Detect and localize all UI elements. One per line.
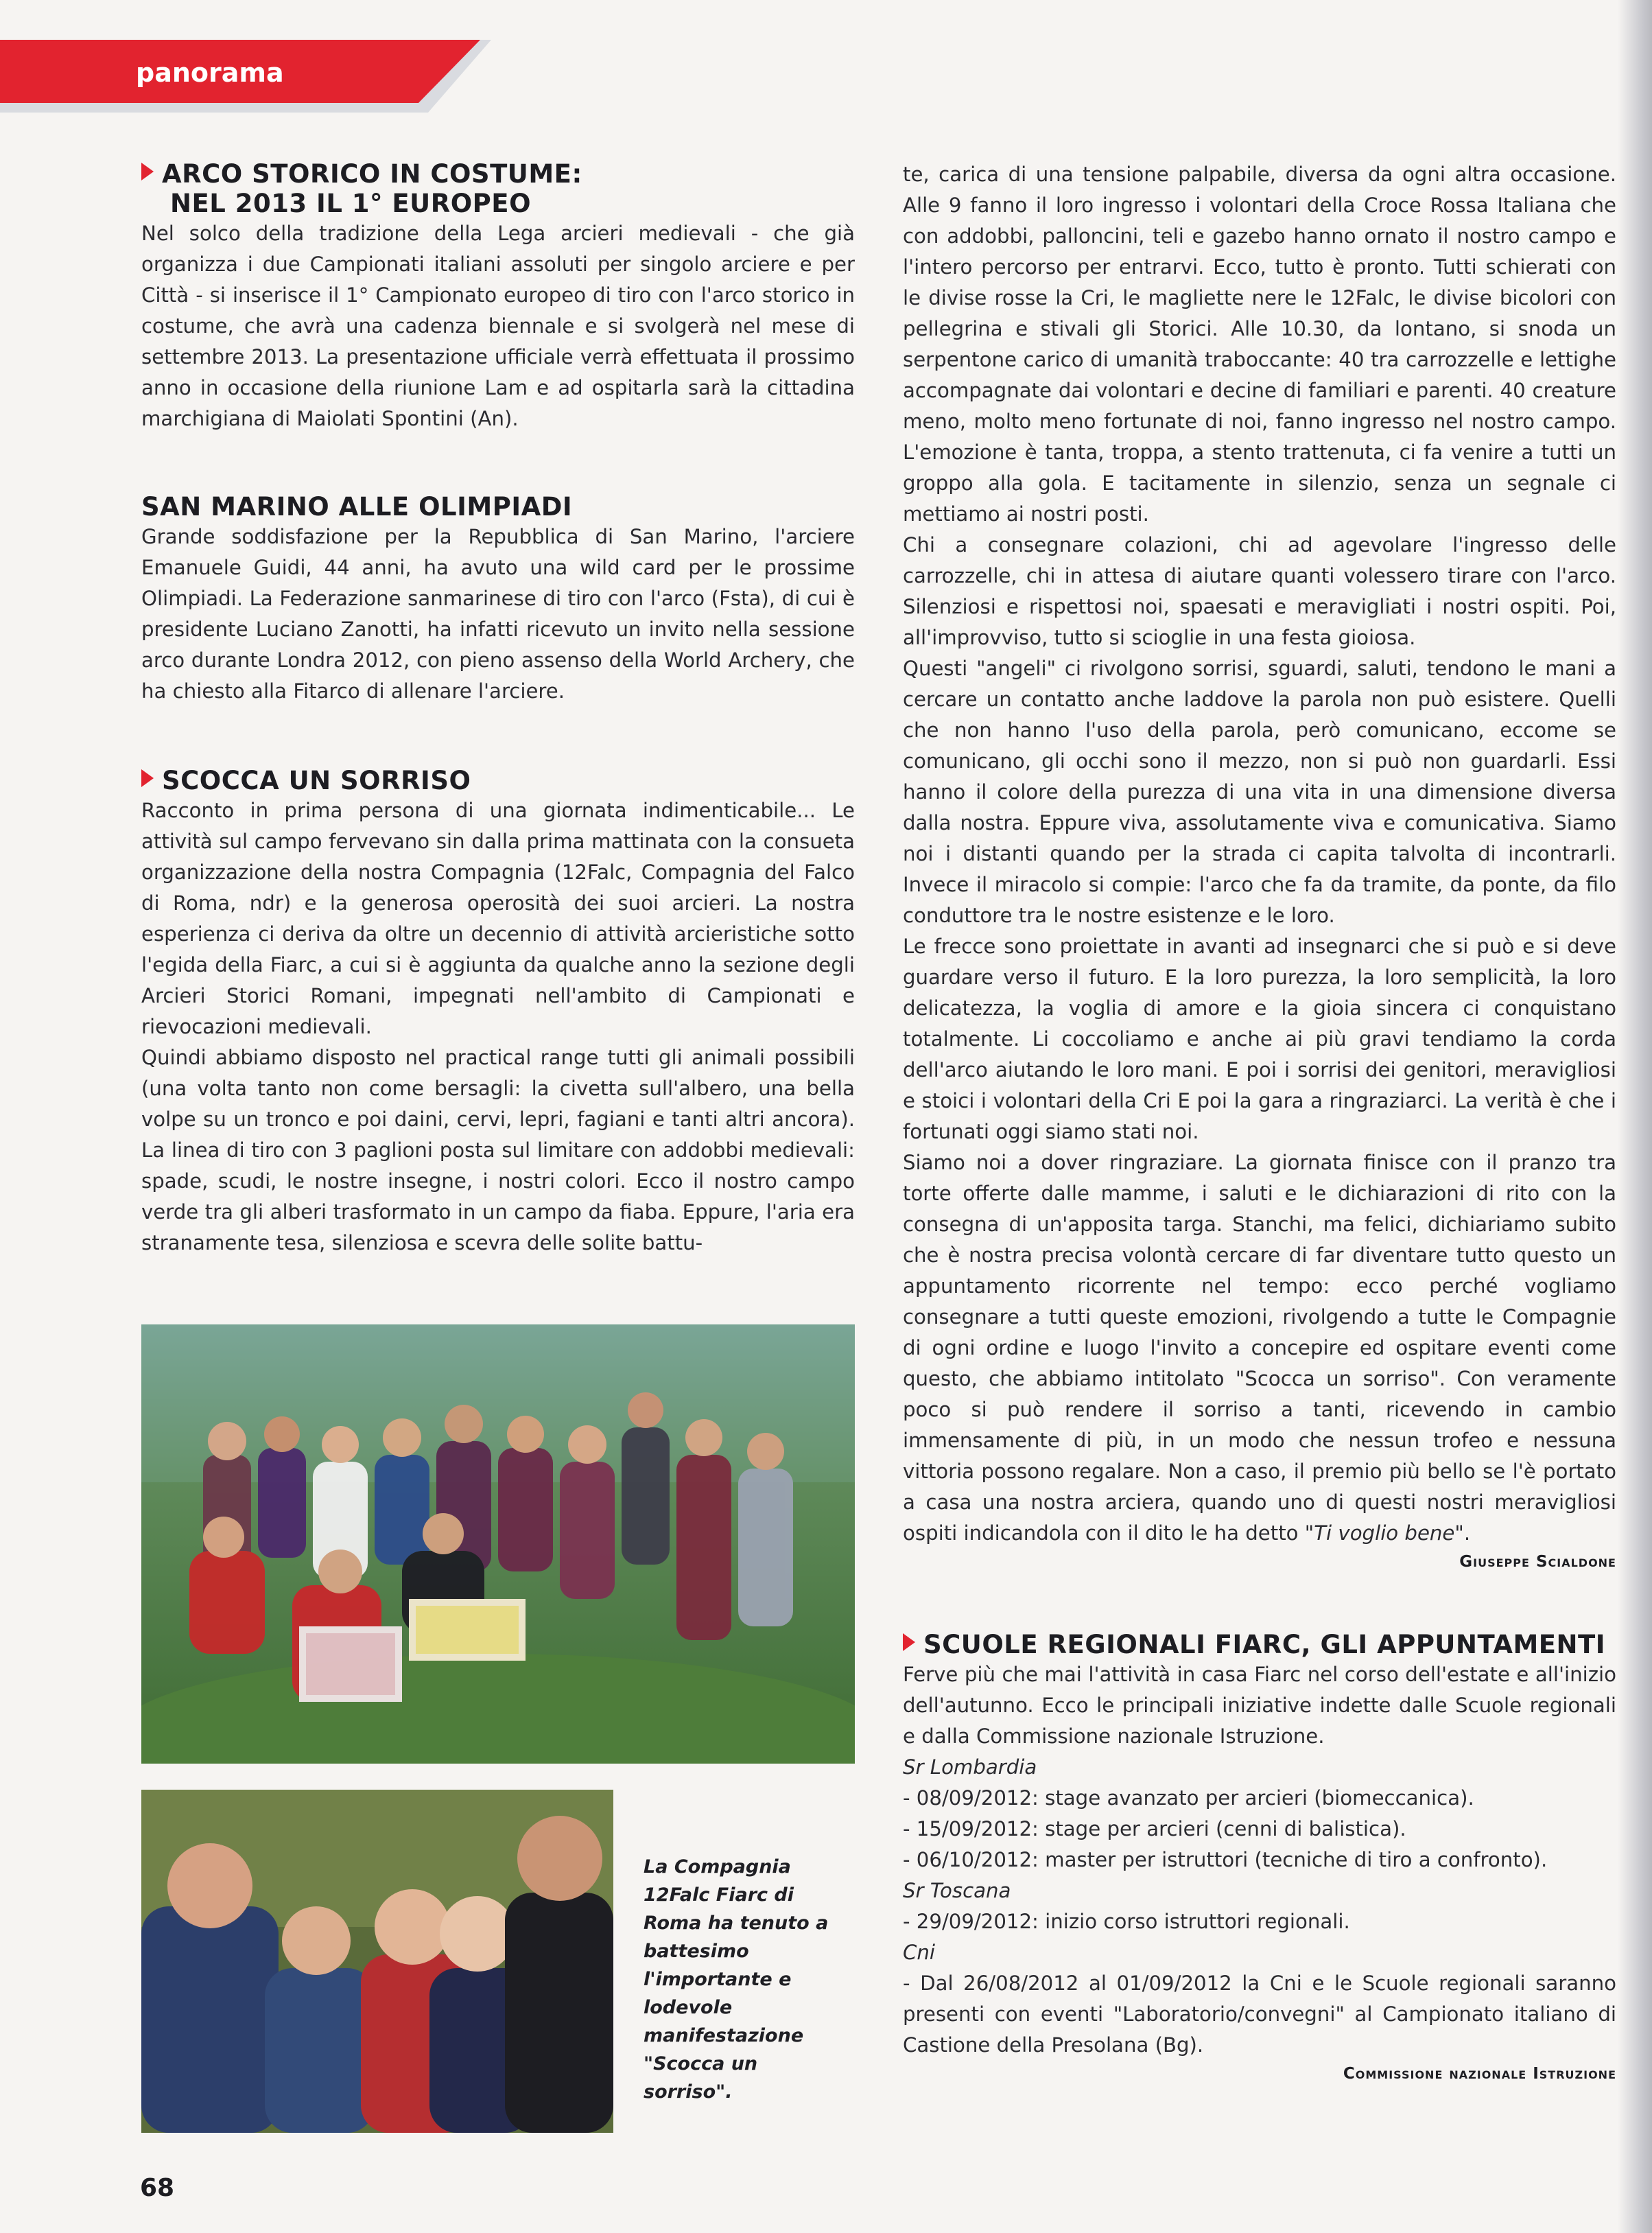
title-line-1: ARCO STORICO IN COSTUME: [162, 159, 582, 189]
article-scocca-continued [903, 159, 1616, 1571]
article-scocca-un-sorriso [141, 766, 855, 1259]
article-paragraph: Chi a consegnare colazioni, chi ad agevolare l'ingresso delle carrozzelle, chi in attesa di aiutare quanti volessero tirare con l'arco. Silenziosi e rispettosi noi, spaesati e meravigliati i nostri ospiti. Poi, all'improvviso, tutto si scioglie in una festa gioiosa. [903, 533, 1616, 649]
article-intro: Ferve più che mai l'attività in casa Fiarc nel corso dell'estate e all'inizio dell'autunno. Ecco le principali iniziative indette dalle Scuole regionali e dalla Commissione nazionale Istruzione. [903, 1663, 1616, 1748]
article-title [141, 766, 855, 795]
schedule-item: - 15/09/2012: stage per arcieri (cenni di balistica). [903, 1817, 1406, 1840]
article-scuole-regionali [903, 1630, 1616, 2083]
photo-caption: La Compagnia 12Falc Fiarc di Roma ha tenuto a battesimo l'importante e lodevole manifestazione "Scocca un sorriso". [644, 1856, 829, 2103]
quote-text: "Ti voglio bene" [1304, 1521, 1464, 1545]
bullet-arrow-icon [141, 769, 154, 787]
page-number: 68 [140, 2174, 175, 2202]
article-paragraph [903, 1147, 1616, 1549]
paragraph-end: . [1463, 1521, 1471, 1545]
title-line-2: NEL 2013 IL 1° EUROPEO [170, 189, 532, 218]
article-title [903, 1630, 1616, 1659]
article-title [141, 159, 855, 218]
title-text: SCOCCA UN SORRISO [162, 766, 471, 795]
title-text: SCUOLE REGIONALI FIARC, GLI APPUNTAMENTI [923, 1630, 1606, 1659]
article-paragraph: te, carica di una tensione palpabile, diversa da ogni altra occasione. Alle 9 fanno il loro ingresso i volontari della Croce Rossa Italiana che con addobbi, palloncini, teli e gazebo hanno ornato il nostro campo e l'intero percorso per entrarvi. Ecco, tutto è pronto. Tutti schierati con le divise rosse la Cri, le magliette nere le 12Falc, le divise bicolori con pellegrina e stivali gli Storici. Alle 10.30, da lontano, si snoda un serpentone carico di umanità traboccante: 40 tra carrozzelle e lettighe accompagnate dai volontari e decine di familiari e parenti. 40 creature meno, molto meno fortunate di noi, fanno ingresso nel nostro campo. L'emozione è tanta, troppa, a stento trattenuta, ci fa venire a tutti un groppo alla gola. E tacitamente in silenzio, senza un segnale ci mettiamo ai nostri posti. [903, 163, 1616, 526]
article-body: Grande soddisfazione per la Repubblica di San Marino, l'arciere Emanuele Guidi, 44 anni, ha avuto una wild card per le prossime Olimpiadi. La Federazione sanmarinese di tiro con l'arco (Fsta), di cui è presidente Luciano Zanotti, ha infatti ricevuto un invito nella sessione arco durante Londra 2012, con pieno assenso della World Archery, che ha chiesto alla Fitarco di allenare l'arciere. [141, 525, 855, 703]
article-san-marino [141, 492, 855, 707]
region-label: Sr Lombardia [903, 1755, 1037, 1779]
page-edge-shadow [1618, 0, 1652, 2233]
schedule-item: - Dal 26/08/2012 al 01/09/2012 la Cni e le Scuole regionali saranno presenti con eventi "Laboratorio/convegni" al Campionato italiano di Castione della Presolana (Bg). [903, 1972, 1616, 2057]
region-label: Sr Toscana [903, 1879, 1011, 1902]
article-title: SAN MARINO ALLE OLIMPIADI [141, 492, 573, 522]
article-arco-storico [141, 159, 855, 434]
article-body: Nel solco della tradizione della Lega arcieri medievali - che già organizza i due Campionati italiani assoluti per singolo arciere e per Città - si inserisce il 1° Campionato europeo di tiro con l'arco storico in costume, che avrà una cadenza biennale e si svolgerà nel mese di settembre 2013. La presentazione ufficiale verrà effettuata il prossimo anno in occasione della riunione Lam e ad ospitarla sarà la cittadina marchigiana di Maiolati Spontini (An). [141, 222, 855, 430]
author-signature: Commissione nazionale Istruzione [1343, 2065, 1616, 2083]
schedule-item: - 08/09/2012: stage avanzato per arcieri (biomeccanica). [903, 1786, 1474, 1810]
author-signature: Giuseppe Scialdone [1459, 1553, 1616, 1571]
schedule-item: - 06/10/2012: master per istruttori (tecniche di tiro a confronto). [903, 1848, 1548, 1871]
bullet-arrow-icon [903, 1633, 915, 1651]
region-label: Cni [903, 1941, 935, 1964]
article-paragraph: Le frecce sono proiettate in avanti ad insegnarci che si può e si deve guardare verso il futuro. E la loro purezza, la loro semplicità, la loro delicatezza, la voglia di amore e la gioia sincera ci conquistano totalmente. Li coccoliamo e anche ai più gravi tendiamo la corda dell'arco aiutando le loro mani. E poi i sorrisi dei genitori, meravigliosi e stoici i volontari della Cri E poi la gara a ringraziarci. La verità è che i fortunati oggi siamo stati noi. [903, 935, 1616, 1143]
article-paragraph: Questi "angeli" ci rivolgono sorrisi, sguardi, saluti, tendono le mani a cercare un contatto anche laddove la parola non può esistere. Quelli che non hanno l'uso della parola, però comunicano, eccome se comunicano, gli occhi sono il mezzo, non si può non guardarli. Essi hanno il colore della purezza di una vita in una dimensione diversa dalla nostra. Eppure viva, assolutamente viva e comunicativa. Siamo noi i distanti quando per la strada ci capita talvolta di incontrarli. Invece il miracolo si compie: l'arco che fa da tramite, da ponte, da filo conduttore tra le nostre esistenze e le loro. [903, 657, 1616, 927]
bullet-arrow-icon [141, 163, 154, 180]
paragraph-text: Siamo noi a dover ringraziare. La giornata finisce con il pranzo tra torte offerte dalle mamme, i saluti e le dichiarazioni di rito con la consegna di un'apposita targa. Stanchi, ma felici, dichiariamo subito che è nostra precisa volontà cercare di far diventare tutto questo un appuntamento ricorrente nel tempo: ecco perché vogliamo consegnare a tutti queste emozioni, rivolgendo a tutte le Compagnie di ogni ordine e luogo l'invito a concepire ed ospitare eventi come questo, che abbiamo intitolato "Scocca un sorriso". Con veramente poco si può rendere il sorriso a tanti, ricevendo in cambio immensamente di più, in un modo che nessun trofeo e nessuna vittoria possono regalare. Non a caso, il premio più bello se l'è portato a casa una nostra arciera, quando uno di questi nostri meravigliosi ospiti indicandola con il dito le ha detto [903, 1151, 1616, 1545]
left-column [141, 159, 855, 1259]
article-paragraph: Quindi abbiamo disposto nel practical range tutti gli animali possibili (una volta tanto non come bersagli: la civetta sull'albero, una bella volpe su un tronco e poi daini, cervi, lepri, fagiani e tanti altri ancora). La linea di tiro con 3 paglioni posta sul limitare con addobbi medievali: spade, scudi, le nostre insegne, i nostri colori. Ecco il nostro campo verde tra gli alberi trasformato in un campo da fiaba. Eppure, l'aria era stranamente tesa, silenziosa e scevra delle solite battu- [141, 1046, 855, 1254]
volunteers-photo [141, 1790, 613, 2133]
group-photo [141, 1324, 855, 1764]
right-column [903, 159, 1616, 2083]
schedule-item: - 29/09/2012: inizio corso istruttori regionali. [903, 1910, 1350, 1933]
section-label: panorama [136, 58, 284, 88]
article-paragraph: Racconto in prima persona di una giornata indimenticabile... Le attività sul campo fervevano sin dalla prima mattinata con la consueta organizzazione della nostra Compagnia (12Falc, Compagnia del Falco di Roma, ndr) e la generosa operosità dei suoi arcieri. La nostra esperienza ci deriva da oltre un decennio di attività arcieristiche sotto l'egida della Fiarc, a cui si è aggiunta da qualche anno la sezione degli Arcieri Storici Romani, impegnati nell'ambito di Campionati e rievocazioni medievali. [141, 799, 855, 1038]
